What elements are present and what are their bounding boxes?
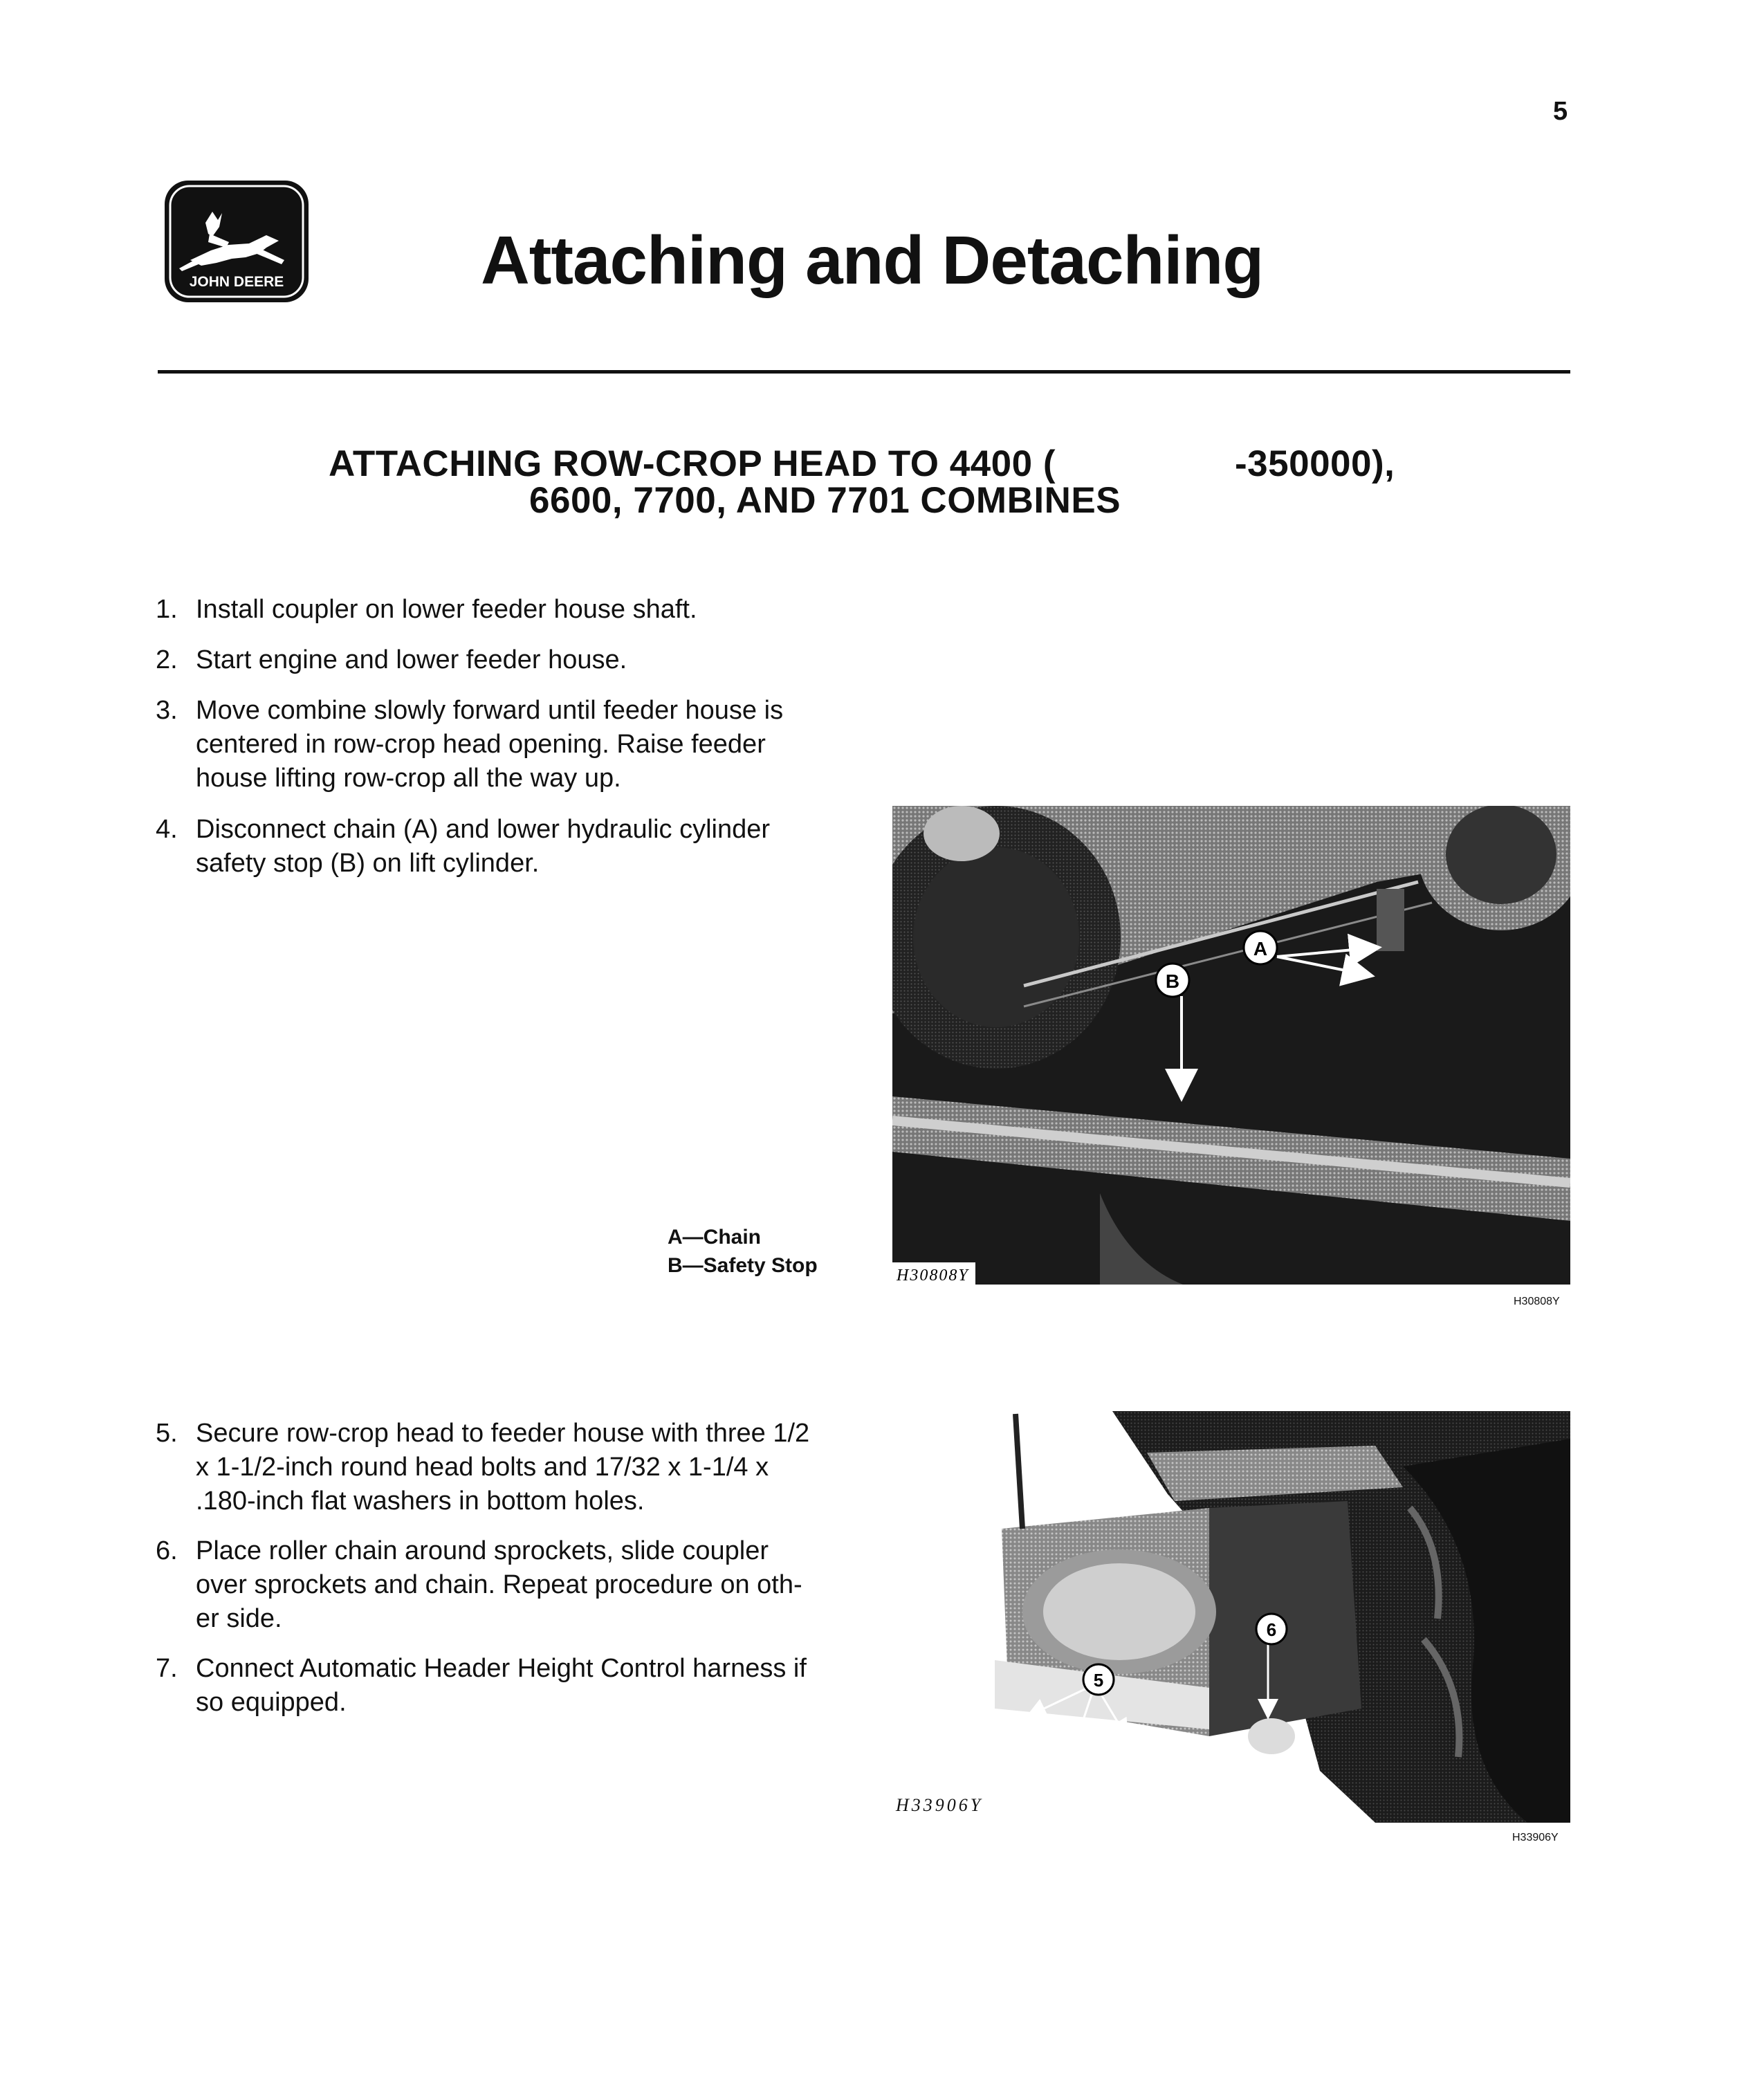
- title-divider: [158, 370, 1570, 374]
- step-text-line: house lifting row-crop all the way up.: [196, 764, 621, 793]
- step-text-line: Connect Automatic Header Height Control harness if: [196, 1654, 807, 1683]
- legend-safety-stop: B—Safety Stop: [668, 1254, 818, 1277]
- step-item: [156, 694, 847, 798]
- section-heading-line1-part2: -350000),: [1235, 443, 1395, 484]
- step-text-line: so equipped.: [196, 1688, 347, 1717]
- figure2-italic-id: H33906Y: [896, 1795, 984, 1815]
- step-text-line: Install coupler on lower feeder house shaft.: [196, 595, 697, 624]
- figure2-id: H33906Y: [1512, 1832, 1559, 1843]
- step-text-line: Move combine slowly forward until feeder house is: [196, 696, 784, 725]
- step-item: [156, 1652, 847, 1721]
- step-number: 7.: [156, 1654, 178, 1683]
- step-item: [156, 1417, 847, 1520]
- john-deere-logo: [163, 178, 311, 304]
- figure2-photo: [988, 1411, 1570, 1823]
- step-text-line: Disconnect chain (A) and lower hydraulic cylinder: [196, 815, 771, 844]
- svg-text:6: 6: [1266, 1619, 1277, 1640]
- section-heading-line2: 6600, 7700, AND 7701 COMBINES: [529, 480, 1121, 521]
- step-number: 5.: [156, 1419, 178, 1448]
- figure1-inset-id: H30808Y: [897, 1267, 969, 1285]
- step-text-line: .180-inch flat washers in bottom holes.: [196, 1487, 645, 1516]
- step-item: [156, 593, 847, 627]
- section-heading-line1-part1: ATTACHING ROW-CROP HEAD TO 4400 (: [329, 443, 1056, 484]
- svg-text:5: 5: [1093, 1670, 1104, 1691]
- figure1-id: H30808Y: [1514, 1296, 1560, 1307]
- step-text-line: Place roller chain around sprockets, slide coupler: [196, 1536, 769, 1565]
- step-text-line: x 1-1/2-inch round head bolts and 17/32 x 1-1/4 x: [196, 1453, 769, 1482]
- callout-a-marker: [1244, 931, 1277, 964]
- step-text-line: over sprockets and chain. Repeat procedure on oth-: [196, 1570, 802, 1599]
- step-number: 2.: [156, 645, 178, 674]
- page-number: 5: [1553, 97, 1568, 126]
- step-item: [156, 813, 847, 882]
- step-text-line: Start engine and lower feeder house.: [196, 645, 627, 674]
- svg-text:B: B: [1165, 970, 1180, 992]
- callout-6-marker: [1256, 1614, 1287, 1644]
- page-title: Attaching and Detaching: [481, 222, 1264, 298]
- figure1-photo: [892, 806, 1570, 1285]
- step-number: 6.: [156, 1536, 178, 1565]
- logo-brand-text: JOHN DEERE: [189, 274, 284, 290]
- legend-chain: A—Chain: [668, 1226, 761, 1249]
- step-item: [156, 643, 847, 678]
- step-text-line: safety stop (B) on lift cylinder.: [196, 849, 540, 878]
- step-text-line: centered in row-crop head opening. Raise feeder: [196, 730, 766, 759]
- callout-b-marker: [1156, 964, 1189, 997]
- step-number: 4.: [156, 815, 178, 844]
- step-text-line: er side.: [196, 1604, 282, 1633]
- step-text-line: Secure row-crop head to feeder house with three 1/2: [196, 1419, 810, 1448]
- step-number: 3.: [156, 696, 178, 725]
- step-item: [156, 1534, 847, 1638]
- step-number: 1.: [156, 595, 178, 624]
- svg-text:A: A: [1253, 938, 1268, 959]
- callout-5-marker: [1083, 1664, 1114, 1695]
